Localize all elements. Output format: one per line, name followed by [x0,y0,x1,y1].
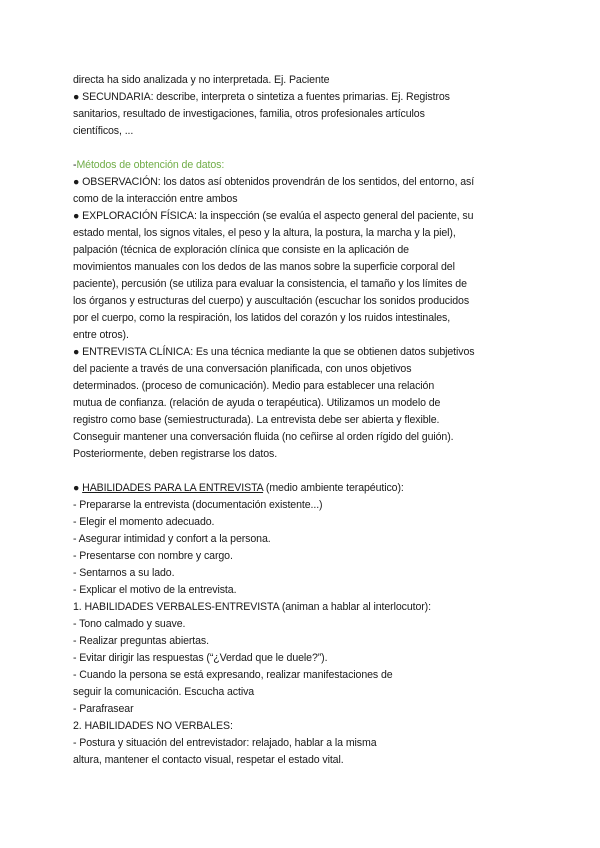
text-line: - Asegurar intimidad y confort a la persona. [73,533,271,545]
text-line: entre otros). [73,329,129,341]
text-line: ● EXPLORACIÓN FÍSICA: la inspección (se evalúa el aspecto general del paciente, su [73,210,474,222]
text-line: registro como base (semiestructurada). La entrevista debe ser abierta y flexible. [73,414,440,426]
text-line: sanitarios, resultado de investigaciones, familia, otros profesionales artículos [73,108,425,120]
text-line: científicos, ... [73,125,134,137]
text-line: Posteriormente, deben registrarse los datos. [73,448,278,460]
text-line: - Evitar dirigir las respuestas (“¿Verdad que le duele?”). [73,652,328,664]
text-line: - Prepararse la entrevista (documentación existente...) [73,499,323,511]
text-line: 1. HABILIDADES VERBALES-ENTREVISTA (animan a hablar al interlocutor): [73,601,431,613]
text-line: ● OBSERVACIÓN: los datos así obtenidos provendrán de los sentidos, del entorno, así [73,176,475,188]
text-line: del paciente a través de una conversación planificada, con unos objetivos [73,363,412,375]
text-line: seguir la comunicación. Escucha activa [73,686,255,698]
text-line: ● ENTREVISTA CLÍNICA: Es una técnica mediante la que se obtienen datos subjetivos [73,346,475,358]
methods-heading: Métodos de obtención de datos: [76,159,225,171]
text-line: los órganos y estructuras del cuerpo) y auscultación (escuchar los sonidos producidos [73,295,470,307]
text-line: - Explicar el motivo de la entrevista. [73,584,237,596]
text-line: altura, mantener el contacto visual, respetar el estado vital. [73,754,344,766]
text-line: como de la interacción entre ambos [73,193,238,205]
skills-heading-note: (medio ambiente terapéutico): [263,482,404,494]
text-line: 2. HABILIDADES NO VERBALES: [73,720,233,732]
text-line: paciente), percusión (se utiliza para evaluar la consistencia, el tamaño y los límites de [73,278,467,290]
text-line: - Parafrasear [73,703,134,715]
text-line: - Cuando la persona se está expresando, realizar manifestaciones de [73,669,393,681]
text-line: - Sentarnos a su lado. [73,567,175,579]
text-line: - Realizar preguntas abiertas. [73,635,209,647]
text-line: determinados. (proceso de comunicación). Medio para establecer una relación [73,380,435,392]
text-line: estado mental, los signos vitales, el peso y la altura, la postura, la marcha y la piel), [73,227,456,239]
text-line: por el cuerpo, como la respiración, los latidos del corazón y los ruidos intestinales, [73,312,451,324]
dash: - [73,159,77,171]
text-line: Conseguir mantener una conversación fluida (no ceñirse al orden rígido del guión). [73,431,454,443]
skills-heading: HABILIDADES PARA LA ENTREVISTA [82,482,264,494]
bullet: ● [73,482,83,494]
methods-heading-line [73,159,224,172]
text-line: - Postura y situación del entrevistador: relajado, hablar a la misma [73,737,377,749]
text-line: movimientos manuales con los dedos de las manos sobre la superficie corporal del [73,261,455,273]
text-line: mutua de confianza. (relación de ayuda o terapéutica). Utilizamos un modelo de [73,397,441,409]
text-line: - Tono calmado y suave. [73,618,186,630]
text-line: - Presentarse con nombre y cargo. [73,550,233,562]
text-line: - Elegir el momento adecuado. [73,516,215,528]
text-line: ● SECUNDARIA: describe, interpreta o sintetiza a fuentes primarias. Ej. Registros [73,91,450,103]
text-line: directa ha sido analizada y no interpretada. Ej. Paciente [73,74,330,86]
text-line: palpación (técnica de exploración clínica que consiste en la aplicación de [73,244,409,256]
skills-heading-line [73,482,404,495]
